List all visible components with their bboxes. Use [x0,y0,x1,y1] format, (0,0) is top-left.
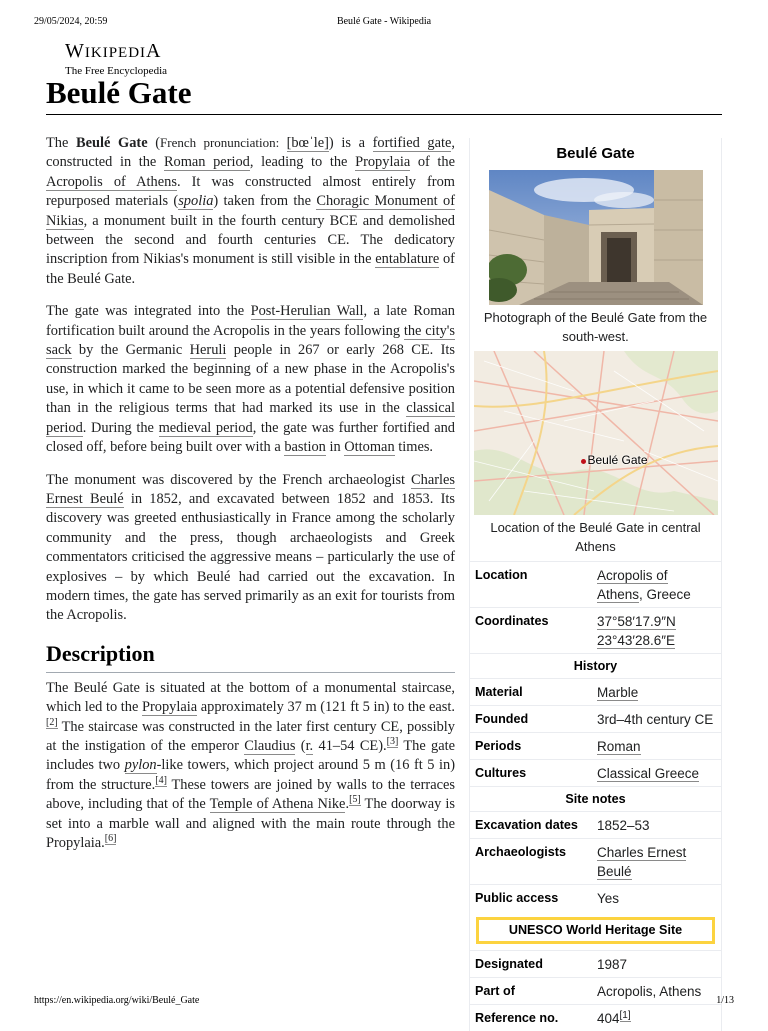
wikipedia-logo[interactable] [65,40,167,77]
citation-3[interactable]: [3] [386,736,399,748]
map-marker-icon[interactable] [581,459,586,464]
link-medieval-period[interactable]: medieval period [158,419,253,436]
link-propylaia[interactable]: Propylaia [355,154,411,171]
citation-4[interactable]: [4] [155,774,167,786]
link-charles-ernest-beule-2[interactable]: Charles Ernest Beulé [597,845,687,879]
link-charles-ernest-beule[interactable]: Charles Ernest Beulé [46,471,455,507]
link-pylon[interactable]: pylon [124,757,157,774]
infobox-row-archaeologists: Archaeologists Charles Ernest Beulé [470,838,721,884]
link-spolia[interactable]: spolia [178,193,214,210]
link-marble[interactable]: Marble [597,685,639,700]
print-footer [34,995,734,1009]
wikipedia-wordmark: WIKIPEDIA [65,40,162,62]
link-ipa[interactable]: [bœˈle] [286,135,329,151]
infobox-row-part-of: Part of Acropolis, Athens [470,977,721,1004]
infobox-row-periods: Periods Roman [470,732,721,759]
gate-photo-image [489,170,703,305]
infobox-row-founded: Founded 3rd–4th century CE [470,705,721,732]
print-page-title: Beulé Gate - Wikipedia [336,16,432,27]
infobox-row-excavation: Excavation dates 1852–53 [470,811,721,838]
citation-2[interactable]: [2] [46,716,58,728]
infobox-row-designated: Designated 1987 [470,950,721,977]
infobox-row-location: Location Acropolis of Athens, Greece [470,561,721,607]
link-choragic-monument[interactable]: Choragic Monument of Nikias [46,193,455,229]
paragraph-description: The Beulé Gate is situated at the bottom of a monumental staircase, which led to the Propylaia approximately 37 m (121 ft 5 in) to the east.[2] The staircase was constructed in the later first century CE, possibly at the instigation of the emperor Claudius (r. 41–54 CE).[3] The gate includes two pylon-like towers, which project around 5 m (16 ft 5 in) from the structure.[4] These towers are joined by walls to the terraces above, including that of the Temple of Athena Nike.[5] The doorway is set into a marble wall and aligned with the main route through the Propylaia.[6] [46,679,456,851]
unesco-heritage-banner[interactable]: UNESCO World Heritage Site [476,917,715,944]
link-acropolis-of-athens[interactable]: Acropolis of Athens [46,173,177,190]
section-heading-description: Description [46,640,455,673]
link-fortified-gate[interactable]: fortified gate [372,135,452,151]
infobox-photo[interactable] [489,170,703,305]
map-caption: Location of the Beulé Gate in central Athens [490,520,701,554]
bold-title: Beulé Gate [76,135,148,151]
infobox-header-history: History [470,653,721,678]
link-entablature[interactable]: entablature [375,251,440,268]
infobox-row-reference-no: Reference no. 404[1] [470,1004,721,1031]
infobox-row-public-access: Public access Yes [470,884,721,911]
page-title: Beulé Gate [46,75,192,110]
link-acropolis[interactable]: Acropolis of Athens [597,568,668,602]
link-heruli[interactable]: Heruli [189,342,227,359]
link-coordinates-lon[interactable]: 23°43′28.6″E [597,633,676,648]
infobox-header-site-notes: Site notes [470,786,721,811]
infobox-title: Beulé Gate [556,145,635,162]
citation-6[interactable]: [6] [104,833,117,845]
link-propylaia-2[interactable]: Propylaia [141,699,198,716]
link-roman[interactable]: Roman [597,739,641,754]
link-bastion[interactable]: bastion [284,439,326,456]
athens-map-image [474,351,718,515]
wikipedia-tagline: The Free Encyclopedia [65,65,168,77]
print-url: https://en.wikipedia.org/wiki/Beulé_Gate [34,995,200,1006]
infobox-row-coordinates: Coordinates 37°58′17.9″N 23°43′28.6″E [470,607,721,653]
link-reigned[interactable]: r. [305,737,314,754]
paragraph-intro: The Beulé Gate (French pronunciation: [bœˈle]) is a fortified gate, constructed in the Roman period, leading to the Propylaia of the Acropolis of Athens. It was constructed almost entirely from repurposed materials (spolia) taken from the Choragic Monument of Nikias, a monument built in the fourth century BCE and demolished between the second and fourth centuries CE. The dedicatory inscription from Nikias's monument is still visible in the entablature of the Beulé Gate. [46,135,456,287]
title-divider [46,114,722,115]
infobox-row-material: Material Marble [470,678,721,705]
print-header [34,16,734,30]
paragraph-history: The gate was integrated into the Post-Herulian Wall, a late Roman fortification built around the Acropolis in the years following the city's sack by the Germanic Heruli people in 267 or early 268 CE. Its construction marked the beginning of a new phase in the Acropolis's use, in which it came to be seen more as a potential defensive position than in the religious terms that had marked its use in the classical period. During the medieval period, the gate was further fortified and closed off, before being built over with a bastion in Ottoman times. [46,303,456,456]
map-marker-label: Beulé Gate [587,453,648,467]
infobox [469,138,722,1031]
link-coordinates-lat[interactable]: 37°58′17.9″N [597,614,676,629]
link-classical-greece[interactable]: Classical Greece [597,766,700,781]
link-citys-sack[interactable]: the city's sack [46,322,456,359]
citation-1[interactable]: [1] [619,1009,631,1021]
print-datetime: 29/05/2024, 20:59 [34,16,108,27]
link-claudius[interactable]: Claudius [244,737,296,754]
link-post-herulian-wall[interactable]: Post-Herulian Wall [250,303,364,320]
print-page-number: 1/13 [716,995,734,1006]
infobox-row-cultures: Cultures Classical Greece [470,759,721,786]
link-ottoman[interactable]: Ottoman [344,439,395,456]
link-classical-period[interactable]: classical period [46,400,455,436]
location-map[interactable] [474,351,718,515]
link-temple-of-athena-nike[interactable]: Temple of Athena Nike [209,796,346,813]
paragraph-discovery: The monument was discovered by the French archaeologist Charles Ernest Beulé in 1852, and excavated between 1852 and 1853. Its discovery was greeted enthusiastically in France among the scholarly community and the press, though archaeologists and Greek commentators criticised the aggressive means – particularly the use of explosives – by which Beulé had carried out the excavation. In modern times, the gate has served primarily as an exit for tourists from the Acropolis. [46,471,455,624]
link-roman-period[interactable]: Roman period [163,154,250,171]
pronunciation-label: French pronunciation: [160,135,287,150]
photo-caption: Photograph of the Beulé Gate from the south-west. [483,310,708,344]
citation-5[interactable]: [5] [349,794,361,806]
article-body [46,133,455,866]
